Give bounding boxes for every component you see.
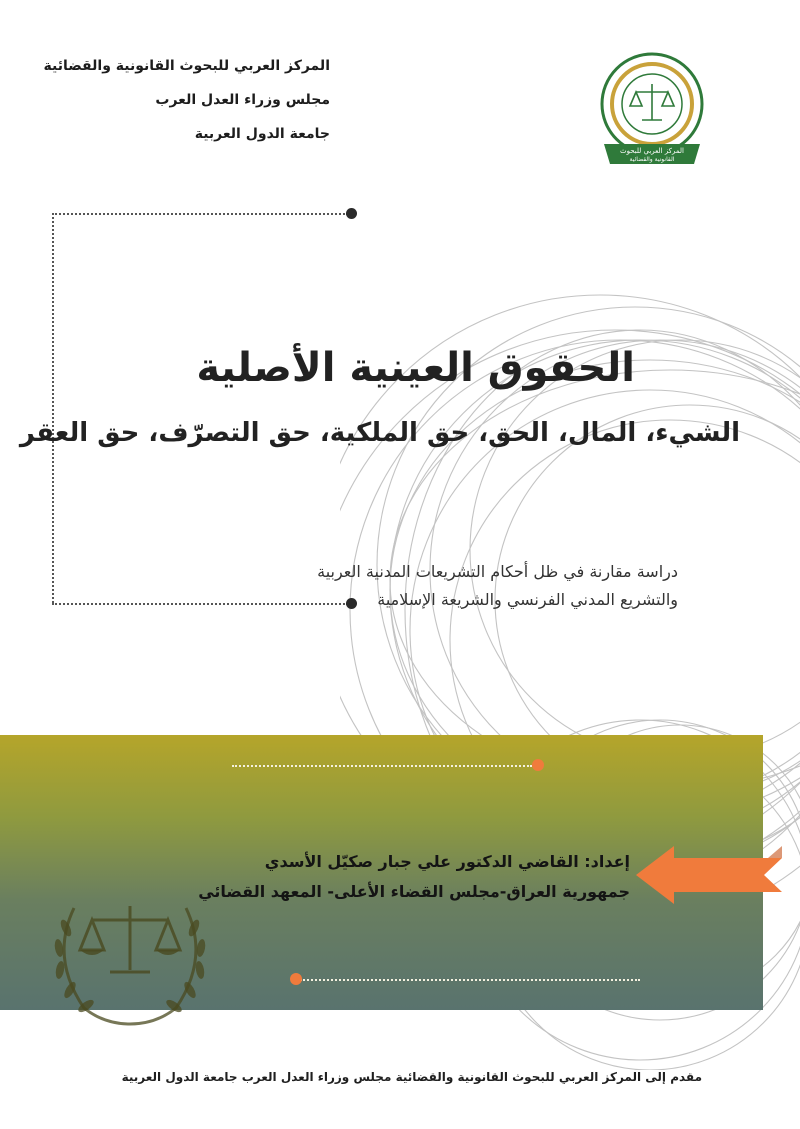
- frame-top-dotted-line: [52, 213, 348, 215]
- arab-center-logo: [596, 52, 708, 172]
- author-affiliation: جمهورية العراق-مجلس القضاء الأعلى- المعهد القضائي: [198, 882, 630, 901]
- footer-text: مقدم إلى المركز العربي للبحوث القانونية والقضائية مجلس وزراء العدل العرب جامعة الدول العربية: [121, 1070, 702, 1084]
- logo-text-bottom-2: القانونية والقضائية: [629, 156, 675, 163]
- author-name: إعداد: القاضي الدكتور علي جبار صكيّل الأسدي: [264, 852, 630, 871]
- description-line-1: دراسة مقارنة في ظل أحكام التشريعات المدنية العربية: [317, 562, 678, 581]
- band-top-dotted-line: [232, 765, 532, 767]
- scales-of-justice-emblem-icon: [44, 888, 216, 1028]
- frame-left-dotted-line: [52, 213, 54, 603]
- subtitle: الشيء، المال، الحق، حق الملكية، حق التصرّف، حق العقر: [19, 418, 740, 448]
- band-bottom-dotted-line: [300, 979, 640, 981]
- logo-text-bottom-1: المركز العربي للبحوث: [619, 147, 685, 155]
- band-bottom-orange-dot: [290, 973, 302, 985]
- frame-top-bullet: [346, 208, 357, 219]
- org-name-line-2: مجلس وزراء العدل العرب: [155, 92, 330, 108]
- frame-bottom-dotted-line: [52, 603, 348, 605]
- main-title: الحقوق العينية الأصلية: [196, 345, 635, 391]
- org-name-line-1: المركز العربي للبحوث القانونية والقضائية: [43, 58, 330, 74]
- frame-bottom-bullet: [346, 598, 357, 609]
- org-name-line-3: جامعة الدول العربية: [194, 126, 330, 142]
- description-line-2: والتشريع المدني الفرنسي والشريعة الإسلامية: [377, 590, 678, 609]
- band-top-orange-dot: [532, 759, 544, 771]
- orange-arrow-icon: [636, 846, 782, 904]
